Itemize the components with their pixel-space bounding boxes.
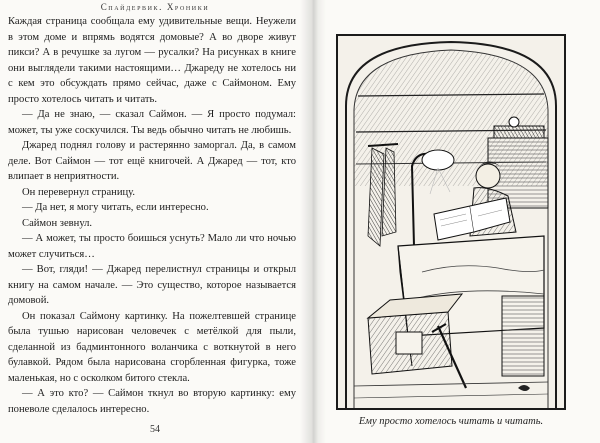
right-page <box>314 0 600 443</box>
paragraph: Он перевернул страницу. <box>22 186 136 198</box>
running-head: Спайдервик. Хроники <box>100 2 210 12</box>
paragraph: — Да нет, я могу читать, если интересно. <box>22 202 209 213</box>
paragraph: Каждая страница сообщала ему удивительные вещи. Неужели в этом доме и впрямь водятся домовые? А во дворе живут пикси? А в речушке за лугом — русалки? На рисунках в книге они выглядели такими настоящими… Джареду не хотелось ни с кем это обсуждать прямо сейчас, даже с Саймоном. Ему просто хотелось читать и читать. <box>8 16 296 105</box>
boy-reading-illustration <box>338 36 564 408</box>
page-number: 54 <box>150 424 160 435</box>
paragraph: Он показал Саймону картинку. На пожелтевшей странице была тушью нарисован человечек с метёлкой для пыли, сделанной из бадминтонного воланчика с воткнутой в него булавкой. Рядом была нарисована сгорбленная фигурка, тоже маленькая, но с осколком битого стекла. <box>8 310 296 384</box>
paragraph: — А может, ты просто боишься уснуть? Мало ли что ночью может случиться… <box>8 233 296 260</box>
paragraph: Джаред поднял голову и растерянно заморгал. Да, в самом деле. Вот Саймон — тот ещё книгочей. А Джаред — тот, кто влипает в неприятности. <box>8 140 296 182</box>
paragraph: — А это кто? — Саймон ткнул во вторую картинку: ему поневоле сделалось интересно. <box>8 388 296 415</box>
paragraph: Саймон зевнул. <box>22 217 93 229</box>
illustration-frame <box>336 34 566 410</box>
paragraph: — Да не знаю, — сказал Саймон. — Я просто подумал: может, ты уже соскучился. Ты ведь обычно читать не любишь. <box>8 109 296 136</box>
illustration-caption: Ему просто хотелось читать и читать. <box>358 416 544 427</box>
body-text <box>8 14 296 417</box>
paragraph: — Вот, гляди! — Джаред перелистнул страницы и открыл книгу на самом начале. — Это существо, которое называется домовой. <box>8 264 296 306</box>
